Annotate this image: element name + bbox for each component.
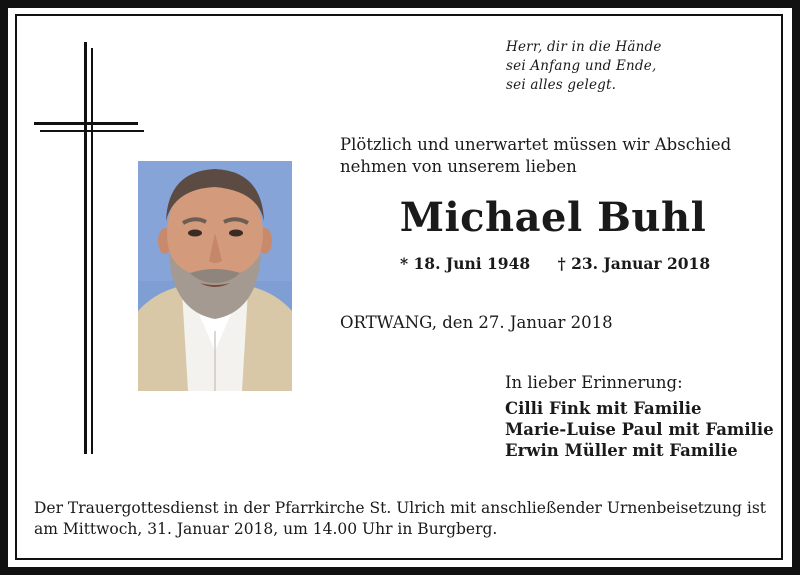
life-dates [400,254,710,273]
service-line: am Mittwoch, 31. Januar 2018, um 14.00 Uhr in Burgberg. [34,520,498,538]
deceased-name: Michael Buhl [399,194,707,241]
mourners-block [505,372,774,461]
mourner-family: Marie-Luise Paul mit Familie [505,420,774,439]
intro-line: Plötzlich und unerwartet müssen wir Abschied [340,135,732,154]
verse-line: sei Anfang und Ende, [506,58,657,74]
memory-label: In lieber Erinnerung: [505,373,683,392]
intro-line: nehmen von unserem lieben [340,157,577,176]
mourner-family: Cilli Fink mit Familie [505,399,702,418]
birth-date: * 18. Juni 1948 [400,254,531,273]
cross-vertical-shadow [91,48,93,454]
death-date: † 23. Januar 2018 [557,254,711,273]
cross-vertical-bar [84,42,87,454]
service-line: Der Trauergottesdienst in der Pfarrkirche St. Ulrich mit anschließender Urnenbeisetzung ist [34,499,767,517]
verse-line: sei alles gelegt. [506,77,617,93]
verse-line: Herr, dir in die Hände [506,39,662,55]
intro-text [340,134,770,178]
place-and-date: ORTWANG, den 27. Januar 2018 [340,313,613,332]
funeral-service-notice [34,498,768,540]
bible-verse [506,38,766,95]
cross-horizontal-shadow [40,130,144,132]
inner-border [15,14,783,560]
portrait-photo [138,161,292,391]
mourner-family: Erwin Müller mit Familie [505,441,738,460]
cross-horizontal-bar [34,122,138,125]
